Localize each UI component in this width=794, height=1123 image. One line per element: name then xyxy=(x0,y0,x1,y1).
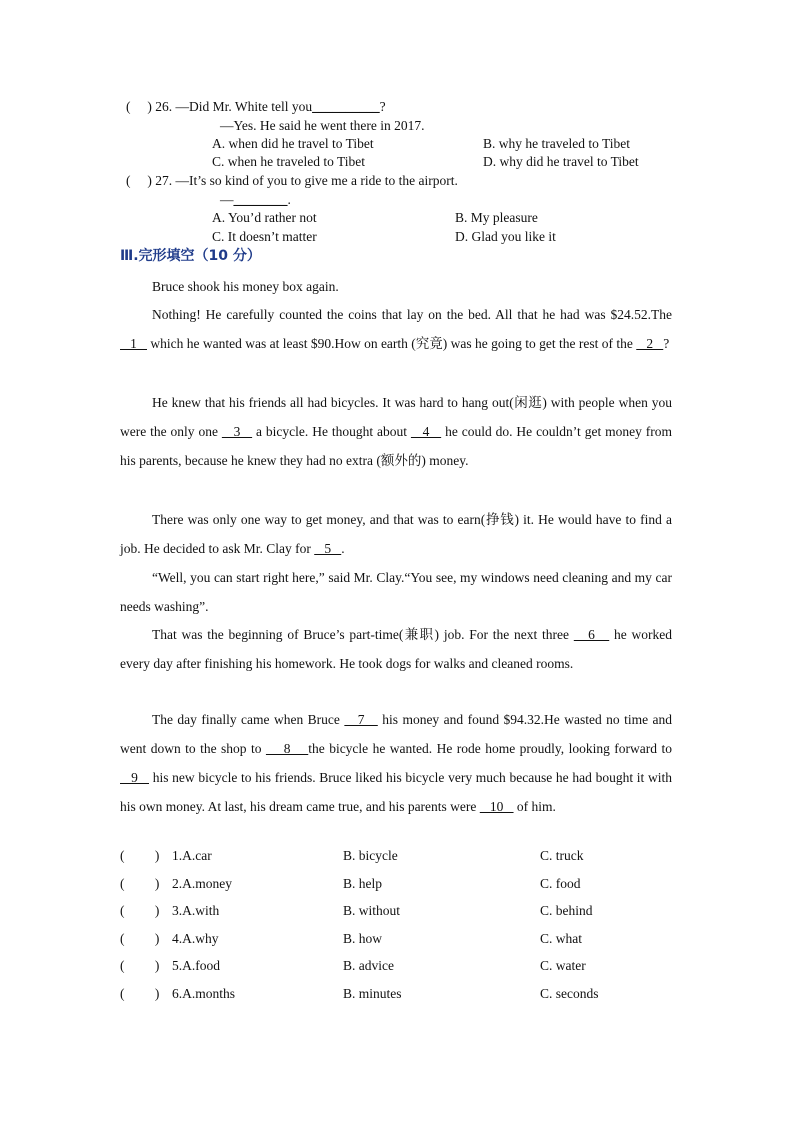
blank-4: 4 xyxy=(410,424,442,439)
answer-paren: ( ) xyxy=(126,173,152,188)
q27-stem xyxy=(126,172,458,190)
choice-row-2 xyxy=(120,874,680,894)
q27-blank: ________ xyxy=(233,192,288,207)
paragraph-text: Nothing! He carefully counted the coins that lay on the bed. All that he had was $24.52.The xyxy=(152,307,672,322)
choice-row-4 xyxy=(120,929,680,949)
choice-b: B. how xyxy=(343,931,383,946)
choice-c: C. food xyxy=(540,876,581,891)
blank-2: 2 xyxy=(636,336,664,351)
choice-row-5 xyxy=(120,956,680,976)
answer-paren: ( ) xyxy=(120,876,160,891)
paragraph-text: The day finally came when Bruce xyxy=(152,712,345,727)
paragraph-text: his new bicycle to his friends. Bruce liked his bicycle very much because he had bought it with his own money. At last, his dream came true, and his parents were xyxy=(120,770,672,814)
paragraph-text: he worked every day after finishing his homework. He took dogs for walks and cleaned rooms. xyxy=(120,627,673,671)
choice-c: C. truck xyxy=(540,848,584,863)
answer-paren: ( ) xyxy=(120,903,160,918)
choice-a: 1.A.car xyxy=(172,848,212,863)
answer-paren: ( ) xyxy=(120,986,160,1001)
q27-reply xyxy=(220,191,291,209)
q26-stem xyxy=(126,98,386,116)
blank-6: 6 xyxy=(573,627,610,642)
choice-b: B. without xyxy=(343,903,401,918)
answer-paren: ( ) xyxy=(120,848,160,863)
q26-stem-text: 26. —Did Mr. White tell you xyxy=(155,99,313,114)
choice-b: B. advice xyxy=(343,958,394,973)
paragraph-text: which he wanted was at least $90.How on earth (究竟) was he going to get the rest of the xyxy=(147,336,637,351)
choice-c: C. behind xyxy=(540,903,593,918)
choice-c: C. water xyxy=(540,958,586,973)
answer-paren: ( ) xyxy=(120,931,160,946)
paragraph-text: . xyxy=(341,541,345,556)
choice-c: C. what xyxy=(540,931,582,946)
q27-reply-dash: — xyxy=(220,192,234,207)
blank-3: 3 xyxy=(221,424,253,439)
answer-paren: ( ) xyxy=(126,99,152,114)
passage-paragraph-7 xyxy=(120,705,672,821)
blank-1: 1 xyxy=(120,336,147,351)
choice-c: C. seconds xyxy=(540,986,599,1001)
q27-option-a: A. You’d rather not xyxy=(212,210,317,225)
q27-option-b: B. My pleasure xyxy=(455,210,538,225)
choice-a: 5.A.food xyxy=(172,958,220,973)
choice-b: B. bicycle xyxy=(343,848,398,863)
q27-reply-end: . xyxy=(287,192,291,207)
passage-paragraph-1 xyxy=(120,272,672,301)
q27-option-c: C. It doesn’t matter xyxy=(212,229,317,244)
section-heading: Ⅲ.完形填空（10 分） xyxy=(120,248,261,264)
choice-b: B. help xyxy=(343,876,382,891)
paragraph-text: Bruce shook his money box again. xyxy=(152,279,339,294)
paragraph-text: his money and found $94.32.He wasted no time and went down to the shop to xyxy=(120,712,673,756)
answer-paren: ( ) xyxy=(120,958,160,973)
choice-a: 2.A.money xyxy=(172,876,232,891)
passage-paragraph-6 xyxy=(120,620,672,678)
q26-option-c: C. when he traveled to Tibet xyxy=(212,154,365,169)
passage-paragraph-4 xyxy=(120,505,672,563)
choice-row-1 xyxy=(120,846,680,866)
blank-7: 7 xyxy=(344,712,378,727)
paragraph-text: “Well, you can start right here,” said Mr. Clay.“You see, my windows need cleaning and my car needs washing”. xyxy=(120,570,672,614)
passage-paragraph-5 xyxy=(120,563,672,621)
paragraph-text: That was the beginning of Bruce’s part-time(兼职) job. For the next three xyxy=(152,627,574,642)
q26-stem-end: ? xyxy=(379,99,386,114)
paragraph-text: he could do. He couldn’t get money from his parents, because he knew they had no extra (额外的) money. xyxy=(120,424,673,468)
blank-10: 10 xyxy=(479,799,514,814)
choice-a: 4.A.why xyxy=(172,931,219,946)
passage-paragraph-3 xyxy=(120,388,672,475)
q26-option-a: A. when did he travel to Tibet xyxy=(212,136,374,151)
paragraph-text: the bicycle he wanted. He rode home proudly, looking forward to xyxy=(308,741,672,756)
choice-row-6 xyxy=(120,984,680,1004)
paragraph-text: There was only one way to get money, and that was to earn(挣钱) it. He would have to find a job. He decided to ask Mr. Clay for xyxy=(120,512,672,556)
q26-option-b: B. why he traveled to Tibet xyxy=(483,136,630,151)
paragraph-text: of him. xyxy=(513,799,556,814)
q27-stem-text: 27. —It’s so kind of you to give me a ride to the airport. xyxy=(155,173,458,188)
blank-5: 5 xyxy=(314,541,342,556)
choice-a: 6.A.months xyxy=(172,986,236,1001)
paragraph-text: a bicycle. He thought about xyxy=(252,424,411,439)
q26-reply: —Yes. He said he went there in 2017. xyxy=(220,118,425,133)
q26-option-d: D. why did he travel to Tibet xyxy=(483,154,639,169)
blank-8: 8 xyxy=(265,741,309,756)
choice-a: 3.A.with xyxy=(172,903,220,918)
passage-paragraph-2 xyxy=(120,300,672,358)
choice-row-3 xyxy=(120,901,680,921)
q26-blank: __________ xyxy=(312,99,380,114)
blank-9: 9 xyxy=(120,770,149,785)
paragraph-text: He knew that his friends all had bicycles. It was hard to hang out(闲逛) with people when you were the only one xyxy=(120,395,672,439)
choice-b: B. minutes xyxy=(343,986,402,1001)
paragraph-text: ? xyxy=(663,336,670,351)
q27-option-d: D. Glad you like it xyxy=(455,229,556,244)
